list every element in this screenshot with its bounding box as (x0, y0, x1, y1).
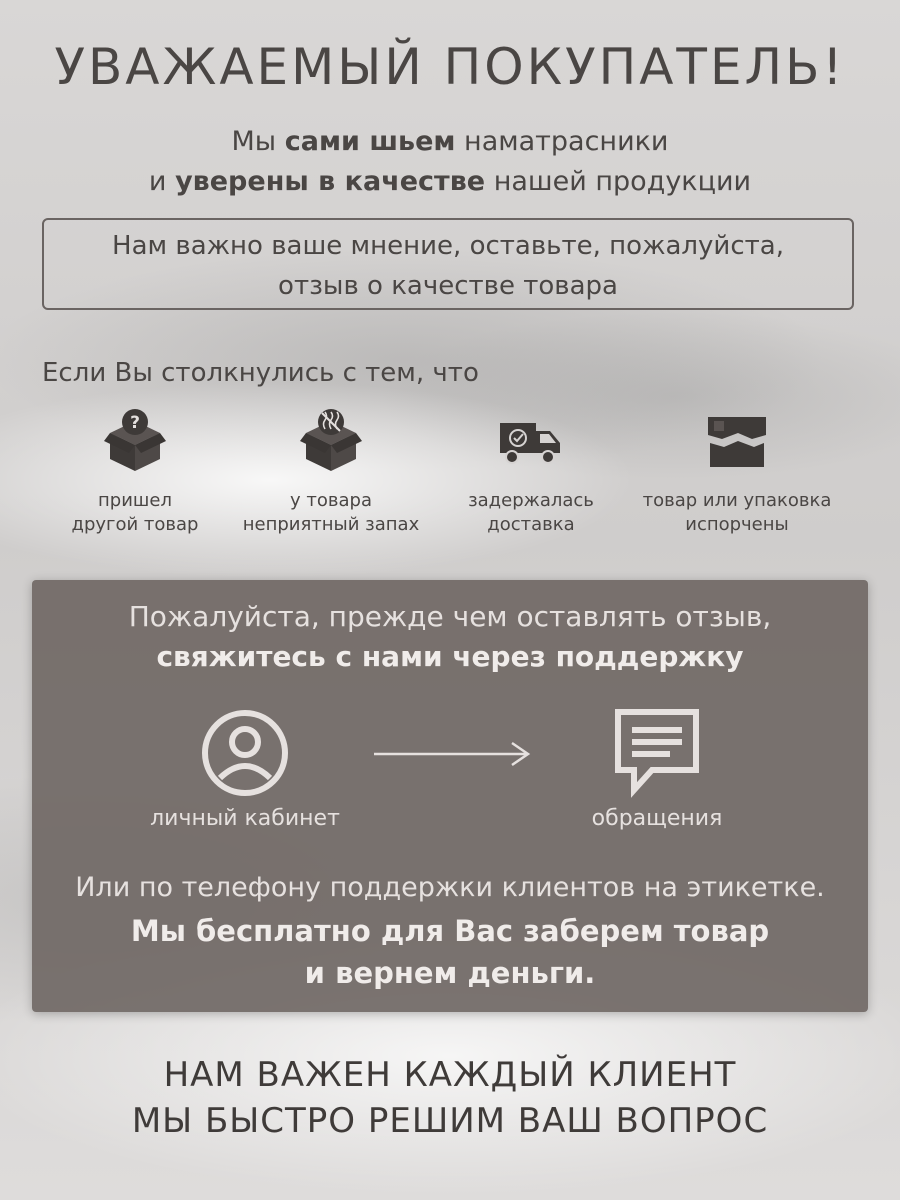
intro-line-1 (0, 122, 900, 162)
footer-line-1: НАМ ВАЖЕН КАЖДЫЙ КЛИЕНТ (163, 1055, 737, 1095)
refund-text (32, 910, 868, 994)
review-request-line-2: отзыв о качестве товара (278, 271, 618, 301)
box-question-icon (100, 405, 170, 475)
problem-item-late-delivery (426, 405, 636, 537)
problem-label-line-2: другой товар (71, 514, 199, 535)
problem-label-line-1: у товара (290, 490, 372, 511)
support-panel (32, 580, 868, 1012)
user-avatar-icon (200, 708, 290, 798)
problem-label-damaged (632, 489, 842, 537)
intro-line-1-pre: Мы (231, 126, 285, 157)
intro-line-1-post: наматрасники (455, 126, 669, 157)
support-phone-text: Или по телефону поддержки клиентов на этикетке. (75, 872, 825, 903)
problem-label-line-1: задержалась (468, 490, 594, 511)
page-title: УВАЖАЕМЫЙ ПОКУПАТЕЛЬ! (54, 38, 846, 96)
problem-label-bad-smell (226, 489, 436, 537)
appeals-label: обращения (591, 806, 723, 831)
problem-label-line-1: товар или упаковка (642, 490, 832, 511)
problem-label-line-1: пришел (98, 490, 172, 511)
chat-message-icon (612, 708, 702, 798)
damaged-package-icon (702, 405, 772, 475)
refund-line-2: и вернем деньги. (304, 956, 596, 990)
review-request-line-1: Нам важно ваше мнение, оставьте, пожалуйста, (112, 231, 784, 261)
intro-line-2-post: нашей продукции (485, 166, 752, 197)
problem-item-damaged (632, 405, 842, 537)
support-line-2: свяжитесь с нами через поддержку (156, 640, 744, 673)
problem-item-wrong-product (30, 405, 240, 537)
personal-account-label: личный кабинет (150, 806, 340, 831)
problems-list (30, 405, 870, 545)
box-bad-smell-icon (296, 405, 366, 475)
footer-slogan (0, 1052, 900, 1144)
problem-label-late-delivery (426, 489, 636, 537)
problem-item-bad-smell (226, 405, 436, 537)
review-request-box (42, 218, 854, 310)
problems-heading: Если Вы столкнулись с тем, что (42, 358, 479, 388)
problem-label-line-2: неприятный запах (242, 514, 420, 535)
svg-text:?: ? (130, 413, 140, 433)
support-line-1: Пожалуйста, прежде чем оставлять отзыв, (128, 600, 772, 633)
problem-label-wrong-product (30, 489, 240, 537)
arrow-right-icon (372, 740, 532, 768)
problem-label-line-2: испорчены (685, 514, 789, 535)
delivery-truck-icon (496, 405, 566, 475)
intro-text (0, 122, 900, 202)
intro-line-1-bold: сами шьем (284, 126, 456, 157)
intro-line-2-pre: и (148, 166, 176, 197)
intro-line-2 (0, 162, 900, 202)
refund-line-1: Мы бесплатно для Вас заберем товар (130, 914, 770, 948)
problem-label-line-2: доставка (487, 514, 575, 535)
intro-line-2-bold: уверены в качестве (175, 166, 486, 197)
footer-line-2: МЫ БЫСТРО РЕШИМ ВАШ ВОПРОС (131, 1101, 769, 1141)
